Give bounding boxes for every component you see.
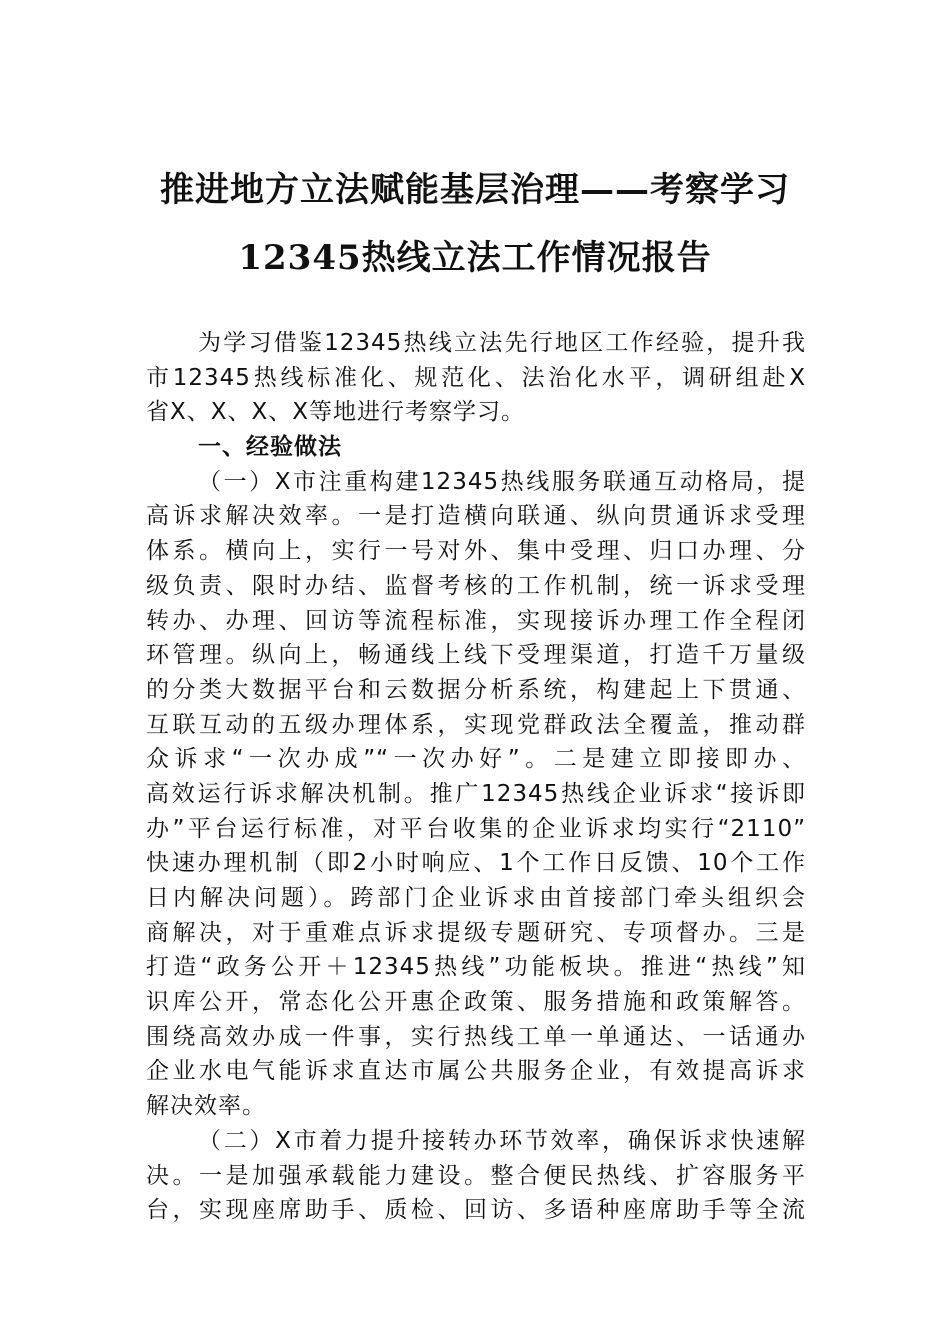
text-line: 企业水电气能诉求直达市属公共服务企业，有效提高诉求 [146, 1058, 806, 1085]
text-line: 日内解决问题）。跨部门企业诉求由首接部门牵头组织会 [146, 885, 806, 911]
subsection-1-paragraph [146, 465, 806, 1124]
text-line: 快速办理机制（即2小时响应、1个工作日反馈、10个工作 [146, 850, 806, 877]
text-line: 的分类大数据平台和云数据分析系统，构建起上下贯通、 [146, 676, 806, 703]
text-line: 围绕高效办成一件事，实行热线工单一单通达、一话通办 [146, 1023, 806, 1050]
text-line: 体系。横向上，实行一号对外、集中受理、归口办理、分 [146, 538, 806, 565]
document-title-line-2: 12345热线立法工作情况报告 [238, 238, 712, 278]
text-line: 互联互动的五级办理体系，实现党群政法全覆盖，推动群 [146, 711, 806, 738]
text-line: 打造“政务公开＋12345热线”功能板块。推进“热线”知 [146, 954, 806, 981]
text-line: 台，实现座席助手、质检、回访、多语种座席助手等全流 [146, 1197, 806, 1224]
text-line: 环管理。纵向上，畅通线上线下受理渠道，打造千万量级 [146, 642, 806, 669]
intro-paragraph [146, 326, 806, 430]
text-line: 决。一是加强承载能力建设。整合便民热线、扩容服务平 [146, 1162, 806, 1189]
text-line: 办”平台运行标准，对平台收集的企业诉求均实行“2110” [146, 815, 806, 842]
document-body [146, 326, 806, 1228]
section-heading: 一、经验做法 [198, 434, 342, 461]
text-line: 为学习借鉴12345热线立法先行地区工作经验，提升我 [198, 330, 806, 356]
text-line: 众诉求“一次办成”“一次办好”。二是建立即接即办、 [146, 746, 806, 773]
text-line: （一）X市注重构建12345热线服务联通互动格局，提 [198, 468, 806, 495]
subsection-2-paragraph [146, 1124, 806, 1228]
text-line: （二）X市着力提升接转办环节效率，确保诉求快速解 [198, 1127, 806, 1154]
text-line: 识库公开，常态化公开惠企政策、服务措施和政策解答。 [146, 989, 806, 1016]
text-line: 级负责、限时办结、监督考核的工作机制，统一诉求受理 [146, 572, 806, 599]
text-line: 高诉求解决效率。一是打造横向联通、纵向贯通诉求受理 [146, 503, 806, 530]
text-line: 高效运行诉求解决机制。推广12345热线企业诉求“接诉即 [146, 780, 806, 807]
text-line: 省X、X、X、X等地进行考察学习。 [146, 399, 526, 426]
document-title-line-1: 推进地方立法赋能基层治理——考察学习 [160, 170, 790, 210]
text-line: 转办、办理、回访等流程标准，实现接诉办理工作全程闭 [146, 607, 806, 634]
text-line: 解决效率。 [146, 1093, 266, 1120]
text-line: 市12345热线标准化、规范化、法治化水平，调研组赴X [146, 364, 806, 391]
text-line: 商解决，对于重难点诉求提级专题研究、专项督办。三是 [146, 919, 806, 946]
